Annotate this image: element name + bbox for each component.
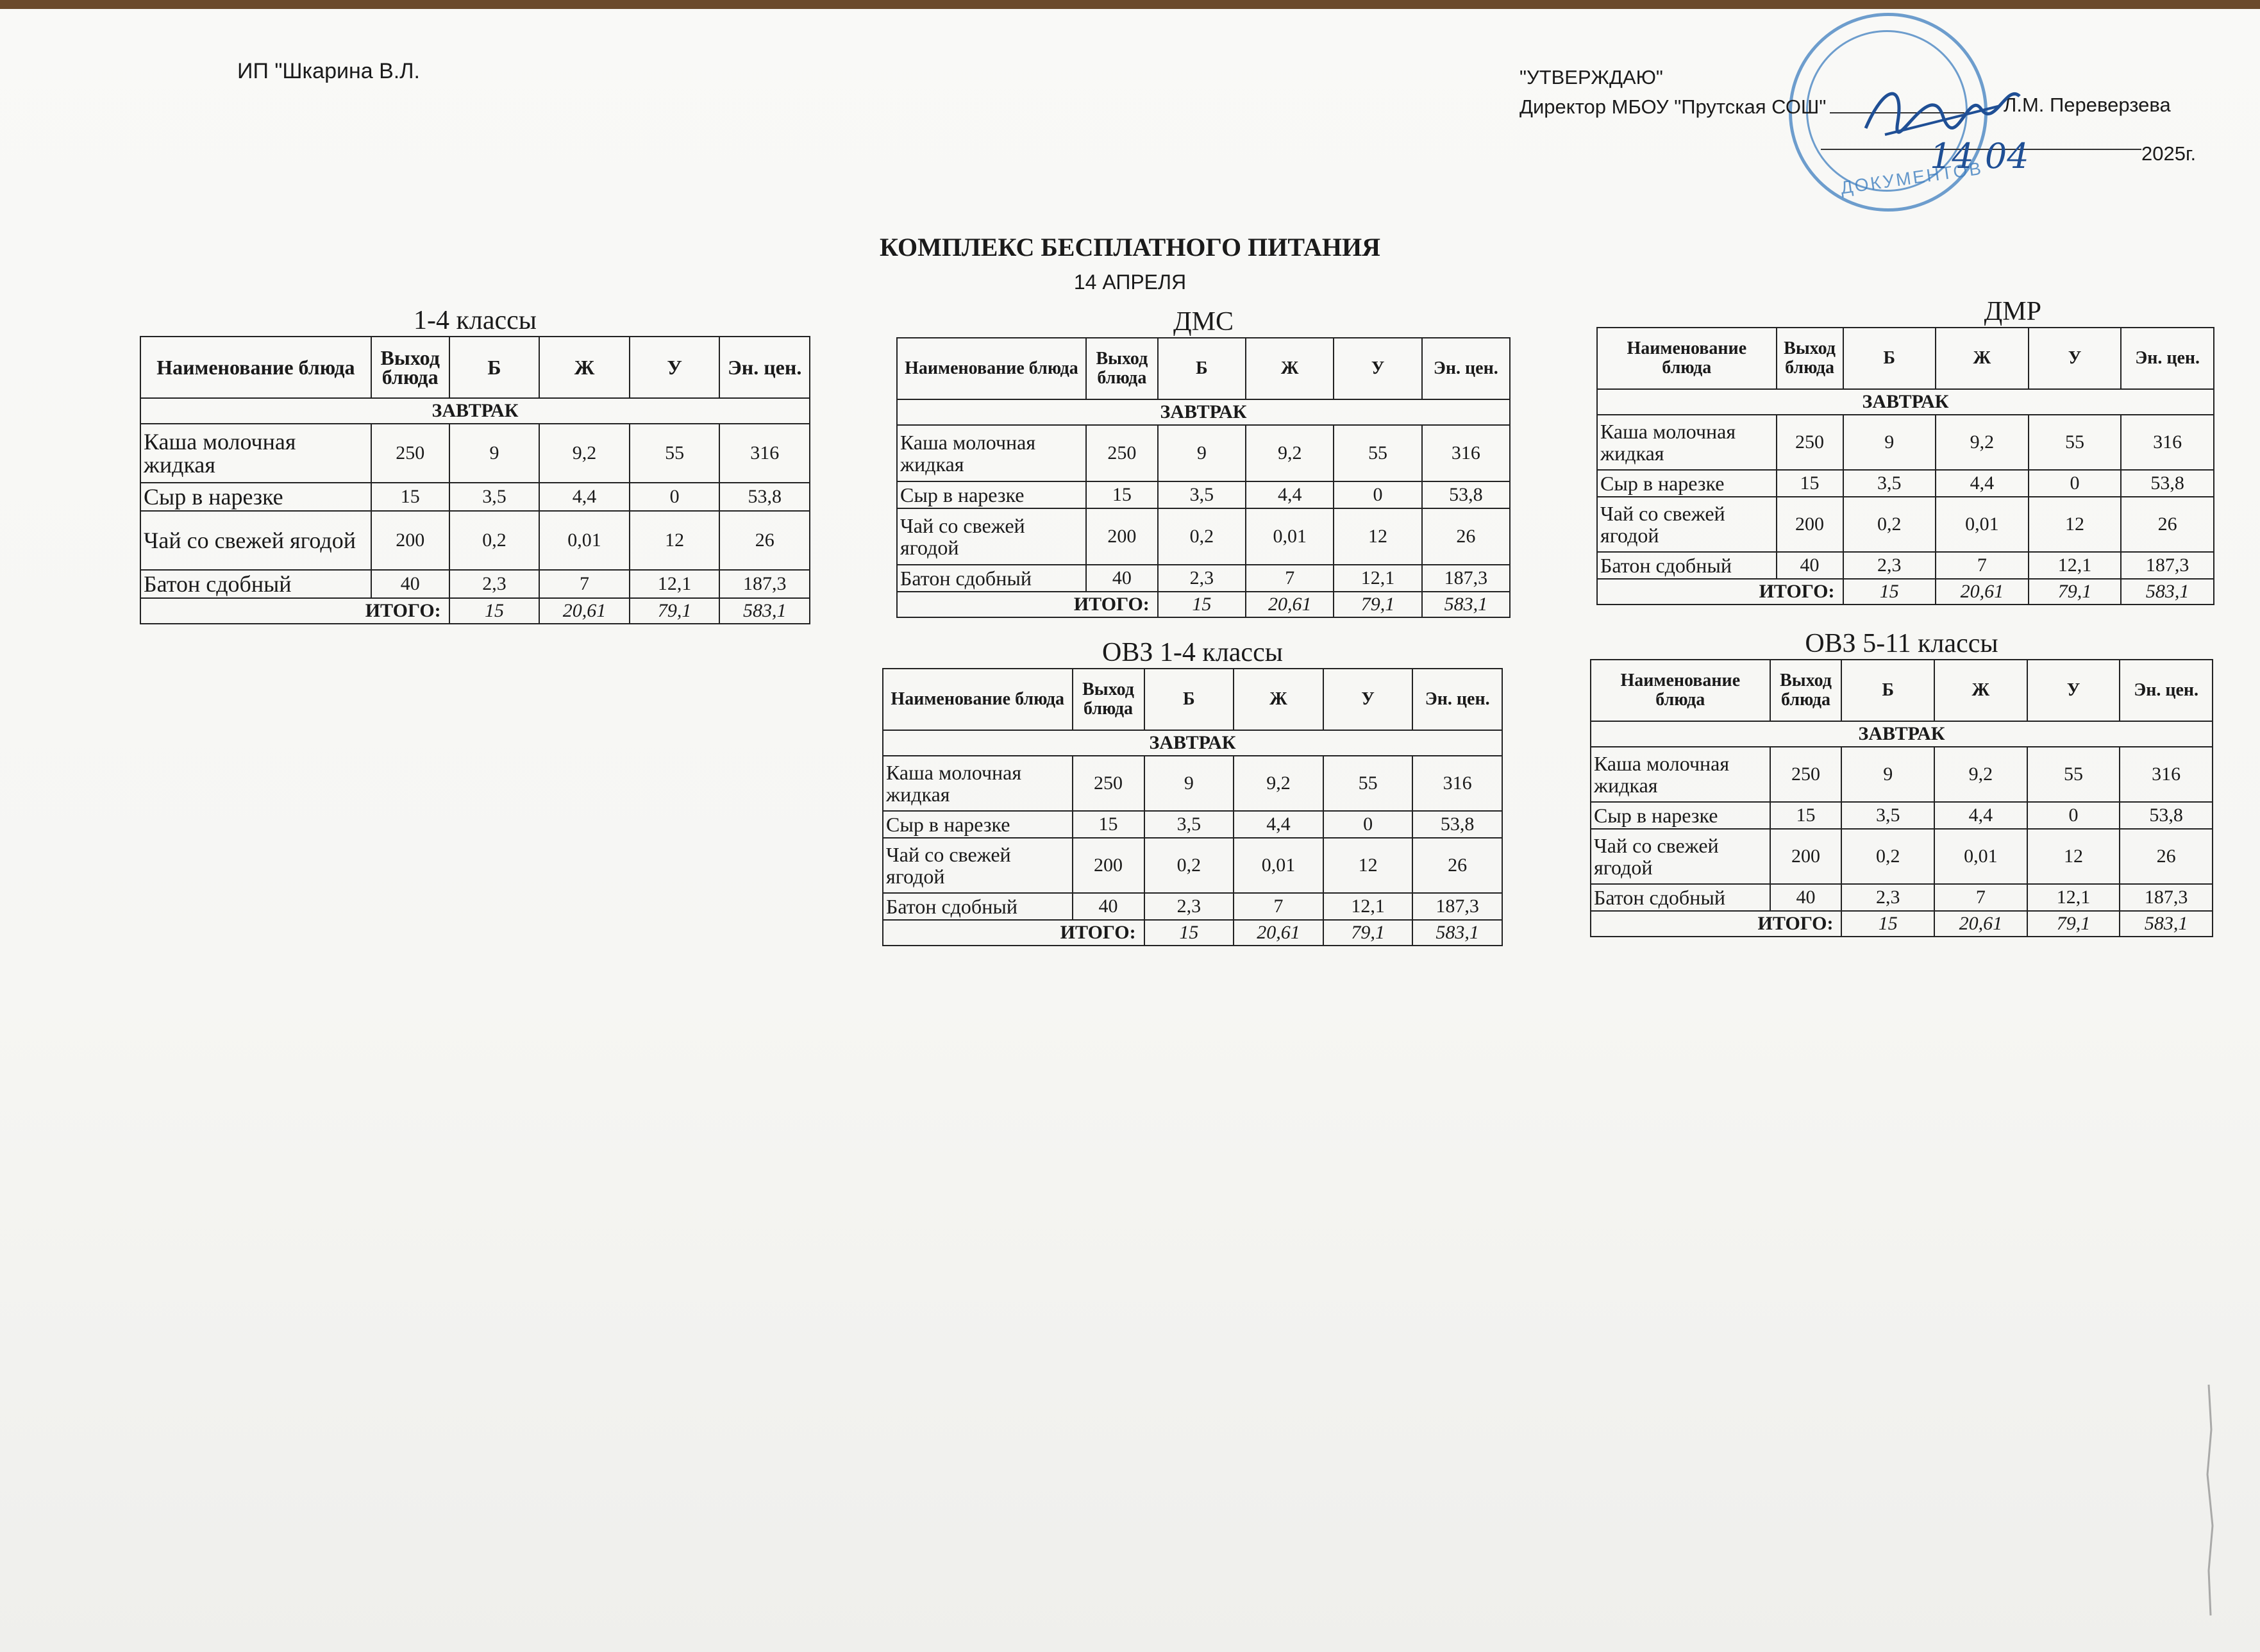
total-row xyxy=(883,920,1502,946)
dish-name: Каша молочная жидкая xyxy=(897,425,1086,481)
menu-table xyxy=(1596,327,2214,605)
cell-b: 0,2 xyxy=(1843,497,1936,552)
total-b: 15 xyxy=(1841,911,1934,937)
cell-u: 12,1 xyxy=(2029,552,2122,579)
cell-b: 3,5 xyxy=(1843,470,1936,497)
col-header-b: Б xyxy=(449,337,540,398)
cell-b: 3,5 xyxy=(1841,802,1934,829)
table-row xyxy=(140,424,810,483)
header-row xyxy=(1597,328,2214,389)
total-b: 15 xyxy=(1158,592,1246,617)
cell-b: 2,3 xyxy=(449,570,540,598)
cell-energy: 316 xyxy=(1422,425,1510,481)
menu-table xyxy=(1590,659,2213,937)
dish-name: Батон сдобный xyxy=(897,565,1086,592)
cell-zh: 0,01 xyxy=(1934,829,2027,884)
header-row xyxy=(897,338,1510,399)
cell-energy: 53,8 xyxy=(1422,481,1510,508)
margin-scribble xyxy=(2189,1378,2228,1622)
cell-zh: 7 xyxy=(1234,893,1323,920)
meal-label: ЗАВТРАК xyxy=(140,398,810,424)
cell-energy: 187,3 xyxy=(1412,893,1502,920)
cell-zh: 9,2 xyxy=(1234,756,1323,811)
total-u: 79,1 xyxy=(2027,911,2120,937)
cell-yield: 250 xyxy=(1777,415,1843,470)
cell-u: 12,1 xyxy=(630,570,720,598)
cell-yield: 15 xyxy=(1073,811,1144,838)
table-row xyxy=(883,893,1502,920)
cell-u: 12,1 xyxy=(1323,893,1413,920)
cell-energy: 53,8 xyxy=(2120,802,2213,829)
table-row xyxy=(140,483,810,511)
cell-u: 0 xyxy=(1334,481,1421,508)
col-header-b: Б xyxy=(1843,328,1936,389)
table-row xyxy=(1597,415,2214,470)
dish-name: Сыр в нарезке xyxy=(1591,802,1770,829)
total-b: 15 xyxy=(1144,920,1234,946)
cell-b: 3,5 xyxy=(1158,481,1246,508)
cell-b: 9 xyxy=(449,424,540,483)
cell-yield: 15 xyxy=(1086,481,1158,508)
col-header-energy: Эн. цен. xyxy=(1412,669,1502,730)
group-title: ДМС xyxy=(1173,307,1234,337)
approve-heading: "УТВЕРЖДАЮ" xyxy=(1519,66,1663,88)
cell-zh: 7 xyxy=(1246,565,1334,592)
cell-b: 9 xyxy=(1841,747,1934,802)
cell-energy: 26 xyxy=(2121,497,2214,552)
total-u: 79,1 xyxy=(1323,920,1413,946)
meal-label: ЗАВТРАК xyxy=(1597,389,2214,415)
col-header-name: Наименование блюда xyxy=(1597,328,1777,389)
cell-zh: 0,01 xyxy=(1234,838,1323,893)
total-zh: 20,61 xyxy=(1936,579,2029,605)
cell-b: 3,5 xyxy=(449,483,540,511)
table-row xyxy=(883,838,1502,893)
total-label: ИТОГО: xyxy=(140,598,449,624)
meal-label: ЗАВТРАК xyxy=(1591,721,2213,747)
cell-zh: 9,2 xyxy=(1246,425,1334,481)
col-header-energy: Эн. цен. xyxy=(2120,660,2213,721)
cell-b: 9 xyxy=(1144,756,1234,811)
dish-name: Чай со свежей ягодой xyxy=(140,511,371,570)
cell-b: 2,3 xyxy=(1843,552,1936,579)
cell-zh: 7 xyxy=(1936,552,2029,579)
director-name: Л.М. Переверзева xyxy=(2004,94,2171,116)
total-row xyxy=(1591,911,2213,937)
cell-u: 0 xyxy=(2029,470,2122,497)
total-zh: 20,61 xyxy=(539,598,630,624)
cell-energy: 187,3 xyxy=(1422,565,1510,592)
menu-group xyxy=(1590,628,2213,937)
cell-u: 55 xyxy=(1323,756,1413,811)
cell-b: 2,3 xyxy=(1158,565,1246,592)
col-header-zh: Ж xyxy=(1934,660,2027,721)
menu-group xyxy=(140,305,810,624)
cell-yield: 40 xyxy=(1770,884,1842,911)
col-header-name: Наименование блюда xyxy=(140,337,371,398)
dish-name: Сыр в нарезке xyxy=(897,481,1086,508)
table-row xyxy=(1591,884,2213,911)
total-energy: 583,1 xyxy=(719,598,810,624)
cell-u: 55 xyxy=(2029,415,2122,470)
cell-b: 0,2 xyxy=(449,511,540,570)
cell-u: 12 xyxy=(1334,508,1421,565)
cell-zh: 7 xyxy=(1934,884,2027,911)
total-row xyxy=(897,592,1510,617)
dish-name: Сыр в нарезке xyxy=(883,811,1073,838)
cell-yield: 250 xyxy=(1086,425,1158,481)
total-label: ИТОГО: xyxy=(1591,911,1841,937)
document-date: 14 АПРЕЛЯ xyxy=(1073,271,1187,294)
col-header-zh: Ж xyxy=(1936,328,2029,389)
col-header-u: У xyxy=(1323,669,1413,730)
total-energy: 583,1 xyxy=(2121,579,2214,605)
cell-zh: 4,4 xyxy=(1246,481,1334,508)
desk-edge xyxy=(0,0,2260,9)
cell-energy: 26 xyxy=(2120,829,2213,884)
menu-group xyxy=(896,306,1511,618)
table-row xyxy=(883,811,1502,838)
col-header-yield: Выход блюда xyxy=(1770,660,1842,721)
table-row xyxy=(897,565,1510,592)
meal-label: ЗАВТРАК xyxy=(883,730,1502,756)
table-row xyxy=(1597,497,2214,552)
total-zh: 20,61 xyxy=(1234,920,1323,946)
dish-name: Каша молочная жидкая xyxy=(1591,747,1770,802)
cell-zh: 0,01 xyxy=(1246,508,1334,565)
cell-u: 12 xyxy=(630,511,720,570)
cell-b: 0,2 xyxy=(1841,829,1934,884)
total-u: 79,1 xyxy=(630,598,720,624)
dish-name: Батон сдобный xyxy=(140,570,371,598)
group-title: ДМР xyxy=(1984,297,2041,326)
table-row xyxy=(897,508,1510,565)
total-zh: 20,61 xyxy=(1246,592,1334,617)
total-u: 79,1 xyxy=(2029,579,2122,605)
total-b: 15 xyxy=(449,598,540,624)
cell-u: 55 xyxy=(2027,747,2120,802)
cell-yield: 40 xyxy=(1073,893,1144,920)
cell-b: 3,5 xyxy=(1144,811,1234,838)
table-row xyxy=(883,756,1502,811)
cell-yield: 40 xyxy=(371,570,449,598)
cell-energy: 53,8 xyxy=(2121,470,2214,497)
table-row xyxy=(140,570,810,598)
cell-energy: 187,3 xyxy=(719,570,810,598)
total-label: ИТОГО: xyxy=(897,592,1158,617)
table-row xyxy=(897,425,1510,481)
cell-yield: 200 xyxy=(1086,508,1158,565)
col-header-b: Б xyxy=(1841,660,1934,721)
table-row xyxy=(1591,829,2213,884)
cell-zh: 4,4 xyxy=(539,483,630,511)
cell-yield: 250 xyxy=(1073,756,1144,811)
total-zh: 20,61 xyxy=(1934,911,2027,937)
cell-u: 0 xyxy=(630,483,720,511)
col-header-name: Наименование блюда xyxy=(883,669,1073,730)
col-header-energy: Эн. цен. xyxy=(2121,328,2214,389)
cell-yield: 200 xyxy=(371,511,449,570)
handwritten-date: 14 04 xyxy=(1930,136,2029,176)
cell-u: 12 xyxy=(2027,829,2120,884)
cell-zh: 9,2 xyxy=(1934,747,2027,802)
col-header-name: Наименование блюда xyxy=(1591,660,1770,721)
dish-name: Чай со свежей ягодой xyxy=(897,508,1086,565)
cell-u: 12 xyxy=(1323,838,1413,893)
col-header-yield: Выход блюда xyxy=(1073,669,1144,730)
cell-u: 0 xyxy=(2027,802,2120,829)
table-row xyxy=(1591,802,2213,829)
total-energy: 583,1 xyxy=(1422,592,1510,617)
cell-b: 2,3 xyxy=(1841,884,1934,911)
col-header-energy: Эн. цен. xyxy=(719,337,810,398)
approve-position: Директор МБОУ "Прутская СОШ" xyxy=(1519,92,1968,122)
cell-yield: 40 xyxy=(1086,565,1158,592)
dish-name: Каша молочная жидкая xyxy=(1597,415,1777,470)
cell-zh: 0,01 xyxy=(539,511,630,570)
group-title: 1-4 классы xyxy=(414,306,537,335)
dish-name: Батон сдобный xyxy=(883,893,1073,920)
cell-yield: 15 xyxy=(1770,802,1842,829)
menu-table xyxy=(896,337,1511,618)
cell-zh: 0,01 xyxy=(1936,497,2029,552)
cell-energy: 26 xyxy=(1422,508,1510,565)
total-b: 15 xyxy=(1843,579,1936,605)
col-header-u: У xyxy=(1334,338,1421,399)
menu-group xyxy=(1596,296,2214,605)
group-title: ОВЗ 5-11 классы xyxy=(1805,629,1998,658)
col-header-u: У xyxy=(630,337,720,398)
cell-energy: 316 xyxy=(2121,415,2214,470)
cell-yield: 250 xyxy=(371,424,449,483)
header-row xyxy=(1591,660,2213,721)
cell-energy: 26 xyxy=(719,511,810,570)
header-row xyxy=(140,337,810,398)
document-title: КОМПЛЕКС БЕСПЛАТНОГО ПИТАНИЯ xyxy=(879,233,1381,262)
cell-yield: 200 xyxy=(1777,497,1843,552)
menu-group xyxy=(882,637,1503,946)
total-row xyxy=(1597,579,2214,605)
col-header-zh: Ж xyxy=(539,337,630,398)
cell-b: 2,3 xyxy=(1144,893,1234,920)
cell-u: 55 xyxy=(1334,425,1421,481)
col-header-u: У xyxy=(2027,660,2120,721)
cell-energy: 26 xyxy=(1412,838,1502,893)
cell-energy: 53,8 xyxy=(1412,811,1502,838)
cell-zh: 7 xyxy=(539,570,630,598)
cell-u: 12,1 xyxy=(2027,884,2120,911)
total-u: 79,1 xyxy=(1334,592,1421,617)
dish-name: Батон сдобный xyxy=(1597,552,1777,579)
cell-energy: 53,8 xyxy=(719,483,810,511)
table-row xyxy=(1597,470,2214,497)
cell-energy: 316 xyxy=(2120,747,2213,802)
dish-name: Сыр в нарезке xyxy=(1597,470,1777,497)
cell-yield: 40 xyxy=(1777,552,1843,579)
total-energy: 583,1 xyxy=(2120,911,2213,937)
dish-name: Каша молочная жидкая xyxy=(883,756,1073,811)
cell-u: 0 xyxy=(1323,811,1413,838)
cell-zh: 9,2 xyxy=(1936,415,2029,470)
cell-energy: 316 xyxy=(719,424,810,483)
cell-yield: 200 xyxy=(1073,838,1144,893)
table-row xyxy=(1591,747,2213,802)
cell-yield: 200 xyxy=(1770,829,1842,884)
cell-zh: 4,4 xyxy=(1936,470,2029,497)
dish-name: Сыр в нарезке xyxy=(140,483,371,511)
dish-name: Каша молочная жидкая xyxy=(140,424,371,483)
total-label: ИТОГО: xyxy=(1597,579,1843,605)
col-header-b: Б xyxy=(1144,669,1234,730)
col-header-b: Б xyxy=(1158,338,1246,399)
col-header-u: У xyxy=(2029,328,2122,389)
stamp-text: ДОКУМЕНТОВ xyxy=(1839,158,1984,198)
cell-u: 12 xyxy=(2029,497,2122,552)
total-label: ИТОГО: xyxy=(883,920,1144,946)
meal-label: ЗАВТРАК xyxy=(897,399,1510,425)
cell-zh: 4,4 xyxy=(1234,811,1323,838)
dish-name: Чай со свежей ягодой xyxy=(1591,829,1770,884)
total-energy: 583,1 xyxy=(1412,920,1502,946)
organization-name: ИП "Шкарина В.Л. xyxy=(237,59,420,83)
col-header-zh: Ж xyxy=(1234,669,1323,730)
col-header-name: Наименование блюда xyxy=(897,338,1086,399)
table-row xyxy=(140,511,810,570)
col-header-energy: Эн. цен. xyxy=(1422,338,1510,399)
total-row xyxy=(140,598,810,624)
cell-yield: 250 xyxy=(1770,747,1842,802)
group-title: ОВЗ 1-4 классы xyxy=(1102,638,1283,667)
col-header-yield: Выход блюда xyxy=(1086,338,1158,399)
col-header-zh: Ж xyxy=(1246,338,1334,399)
cell-b: 9 xyxy=(1843,415,1936,470)
cell-yield: 15 xyxy=(1777,470,1843,497)
cell-b: 0,2 xyxy=(1158,508,1246,565)
table-row xyxy=(897,481,1510,508)
header-row xyxy=(883,669,1502,730)
dish-name: Батон сдобный xyxy=(1591,884,1770,911)
col-header-yield: Выход блюда xyxy=(1777,328,1843,389)
menu-table xyxy=(882,668,1503,946)
cell-energy: 187,3 xyxy=(2120,884,2213,911)
cell-zh: 4,4 xyxy=(1934,802,2027,829)
dish-name: Чай со свежей ягодой xyxy=(1597,497,1777,552)
cell-b: 0,2 xyxy=(1144,838,1234,893)
approval-year: 2025г. xyxy=(2141,142,2197,165)
menu-table xyxy=(140,336,810,624)
table-row xyxy=(1597,552,2214,579)
cell-yield: 15 xyxy=(371,483,449,511)
dish-name: Чай со свежей ягодой xyxy=(883,838,1073,893)
cell-energy: 187,3 xyxy=(2121,552,2214,579)
cell-energy: 316 xyxy=(1412,756,1502,811)
cell-zh: 9,2 xyxy=(539,424,630,483)
col-header-yield: Выход блюда xyxy=(371,337,449,398)
cell-u: 55 xyxy=(630,424,720,483)
cell-u: 12,1 xyxy=(1334,565,1421,592)
cell-b: 9 xyxy=(1158,425,1246,481)
